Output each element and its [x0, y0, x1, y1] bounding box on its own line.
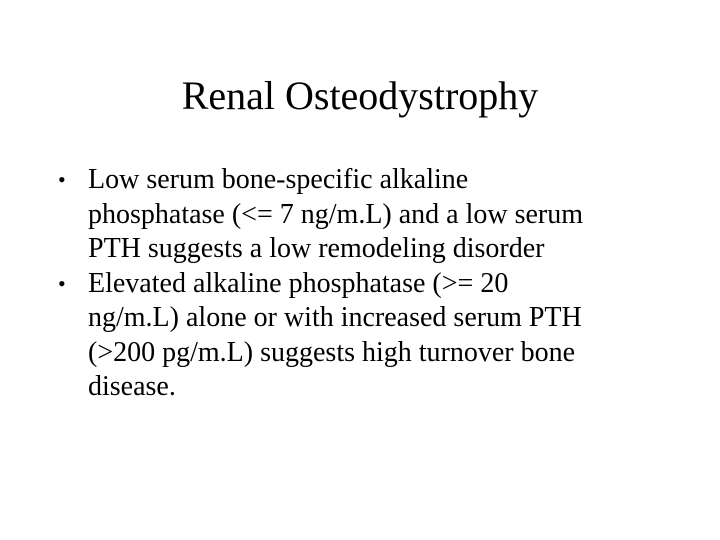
bullet-text-line: Elevated alkaline phosphatase (>= 20: [88, 267, 509, 299]
bullet-text-line: (>200 pg/m.L) suggests high turnover bone: [88, 336, 576, 368]
bullet-text-line: PTH suggests a low remodeling disorder: [88, 233, 545, 264]
bullet-text-line: disease.: [88, 371, 176, 402]
bullet-item-remodeling: [58, 163, 678, 267]
bullet-text-line: phosphatase (<= 7 ng/m.L) and a low serum: [88, 198, 584, 230]
slide-title: Renal Osteodystrophy: [181, 73, 539, 118]
bullet-list: [58, 163, 678, 405]
bullet-item-high-turnover: [58, 267, 678, 405]
bullet-icon: •: [58, 270, 66, 296]
bullet-text-line: Low serum bone-specific alkaline: [88, 164, 469, 195]
bullet-text-line: ng/m.L) alone or with increased serum PTH: [88, 302, 582, 333]
bullet-icon: •: [58, 167, 66, 192]
